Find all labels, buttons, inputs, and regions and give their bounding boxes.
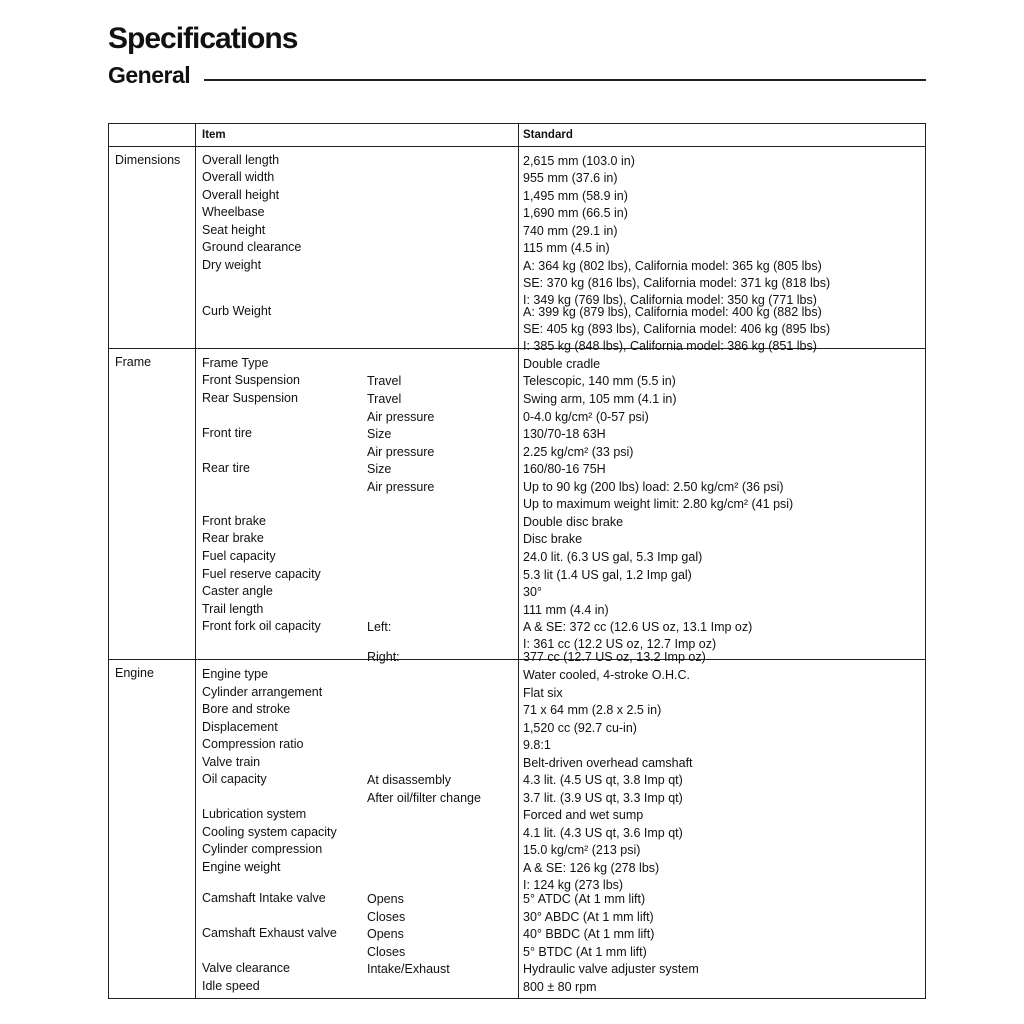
spec-standard-line: 111 mm (4.4 in)	[523, 603, 609, 617]
page-title: Specifications	[108, 22, 298, 55]
spec-item: Front Suspension	[202, 373, 300, 387]
spec-item: Camshaft Exhaust valve	[202, 926, 337, 940]
spec-standard-line: 5° BTDC (At 1 mm lift)	[523, 945, 647, 959]
spec-standard-line: I: 124 kg (273 lbs)	[523, 878, 624, 892]
spec-item: Rear tire	[202, 461, 250, 475]
spec-subitem: Air pressure	[367, 480, 435, 494]
spec-standard-value	[523, 649, 706, 666]
spec-standard-line: I: 361 cc (12.2 US oz, 12.7 Imp oz)	[523, 637, 717, 651]
column-divider	[518, 124, 519, 998]
spec-standard-line: 2.25 kg/cm² (33 psi)	[523, 445, 634, 459]
spec-item: Ground clearance	[202, 240, 302, 254]
spec-standard-value	[523, 584, 542, 601]
spec-standard-value	[523, 223, 617, 240]
spec-item: Cylinder arrangement	[202, 685, 323, 699]
spec-standard-line: 24.0 lit. (6.3 US gal, 5.3 Imp gal)	[523, 550, 703, 564]
spec-item: Rear Suspension	[202, 391, 298, 405]
spec-standard-value	[523, 153, 635, 170]
spec-standard-line: Forced and wet sump	[523, 808, 644, 822]
spec-standard-value	[523, 426, 606, 443]
section-category: Engine	[115, 666, 154, 680]
spec-standard-value	[523, 514, 623, 531]
spec-item: Trail length	[202, 602, 264, 616]
spec-item: Valve train	[202, 755, 261, 769]
spec-standard-value	[523, 549, 702, 566]
spec-standard-line: I: 385 kg (848 lbs), California model: 386 kg (851 lbs)	[523, 339, 817, 353]
spec-standard-line: 160/80-16 75H	[523, 462, 606, 476]
spec-standard-line: Up to maximum weight limit: 2.80 kg/cm² (41 psi)	[523, 497, 794, 511]
spec-standard-value	[523, 567, 692, 584]
spec-standard-value	[523, 961, 699, 978]
spec-standard-value	[523, 720, 637, 737]
spec-standard-value	[523, 258, 830, 309]
spec-standard-line: Up to 90 kg (200 lbs) load: 2.50 kg/cm² (36 psi)	[523, 480, 784, 494]
spec-standard-value	[523, 891, 645, 908]
header-item: Item	[202, 129, 226, 141]
spec-standard-line: A: 399 kg (879 lbs), California model: 400 kg (882 lbs)	[523, 305, 822, 319]
spec-item: Front tire	[202, 426, 253, 440]
spec-item: Front fork oil capacity	[202, 619, 321, 633]
section-category: Dimensions	[115, 153, 181, 167]
spec-standard-line: 377 cc (12.7 US oz, 13.2 Imp oz)	[523, 650, 706, 664]
spec-standard-value	[523, 373, 676, 390]
spec-standard-value	[523, 807, 643, 824]
spec-item: Fuel reserve capacity	[202, 567, 321, 581]
spec-standard-value	[523, 356, 600, 373]
spec-item: Valve clearance	[202, 961, 291, 975]
spec-standard-value	[523, 979, 597, 996]
spec-subitem: Travel	[367, 392, 402, 406]
spec-item: Bore and stroke	[202, 702, 291, 716]
spec-standard-line: A & SE: 372 cc (12.6 US oz, 13.1 Imp oz)	[523, 620, 753, 634]
spec-standard-line: I: 349 kg (769 lbs), California model: 350 kg (771 lbs)	[523, 293, 817, 307]
spec-item: Overall height	[202, 188, 280, 202]
spec-standard-line: 15.0 kg/cm² (213 psi)	[523, 843, 641, 857]
spec-standard-line: Water cooled, 4-stroke O.H.C.	[523, 668, 690, 682]
spec-standard-value	[523, 304, 830, 355]
spec-subitem: Right:	[367, 650, 400, 664]
spec-subitem: Air pressure	[367, 445, 435, 459]
spec-standard-line: 3.7 lit. (3.9 US qt, 3.3 Imp qt)	[523, 791, 683, 805]
spec-standard-value	[523, 685, 563, 702]
spec-item: Compression ratio	[202, 737, 304, 751]
spec-subitem: Opens	[367, 927, 404, 941]
spec-standard-value	[523, 702, 661, 719]
spec-standard-value	[523, 409, 649, 426]
spec-standard-line: 5° ATDC (At 1 mm lift)	[523, 892, 646, 906]
spec-standard-value	[523, 444, 633, 461]
spec-subitem: Intake/Exhaust	[367, 962, 450, 976]
spec-subitem: Left:	[367, 620, 392, 634]
spec-item: Fuel capacity	[202, 549, 276, 563]
spec-subitem: Travel	[367, 374, 402, 388]
spec-standard-line: Hydraulic valve adjuster system	[523, 962, 699, 976]
spec-standard-value	[523, 170, 617, 187]
specifications-table	[108, 123, 926, 999]
section-divider	[109, 659, 925, 660]
spec-standard-line: 1,520 cc (92.7 cu-in)	[523, 721, 637, 735]
spec-standard-value	[523, 772, 683, 789]
heading-rule	[204, 79, 926, 81]
spec-standard-line: 115 mm (4.5 in)	[523, 241, 610, 255]
column-divider	[195, 124, 196, 998]
spec-standard-value	[523, 944, 647, 961]
spec-standard-line: 1,690 mm (66.5 in)	[523, 206, 628, 220]
spec-standard-line: 800 ± 80 rpm	[523, 980, 597, 994]
spec-subitem: Size	[367, 462, 392, 476]
spec-standard-value	[523, 391, 677, 408]
section-category: Frame	[115, 355, 152, 369]
spec-standard-value	[523, 825, 683, 842]
spec-standard-line: 2,615 mm (103.0 in)	[523, 154, 635, 168]
spec-standard-value	[523, 790, 683, 807]
spec-standard-line: Swing arm, 105 mm (4.1 in)	[523, 392, 677, 406]
spec-standard-line: Double disc brake	[523, 515, 624, 529]
spec-standard-line: 5.3 lit (1.4 US gal, 1.2 Imp gal)	[523, 568, 692, 582]
spec-standard-line: 30° ABDC (At 1 mm lift)	[523, 910, 654, 924]
spec-subitem: Closes	[367, 945, 406, 959]
spec-standard-line: 9.8:1	[523, 738, 551, 752]
spec-standard-line: 740 mm (29.1 in)	[523, 224, 618, 238]
spec-standard-line: A: 364 kg (802 lbs), California model: 365 kg (805 lbs)	[523, 259, 822, 273]
spec-standard-value	[523, 479, 793, 513]
spec-item: Camshaft Intake valve	[202, 891, 326, 905]
spec-standard-line: SE: 405 kg (893 lbs), California model: 406 kg (895 lbs)	[523, 322, 831, 336]
spec-standard-line: Disc brake	[523, 532, 583, 546]
spec-item: Dry weight	[202, 258, 262, 272]
spec-subitem: Opens	[367, 892, 404, 906]
spec-standard-value	[523, 531, 582, 548]
spec-subitem: Size	[367, 427, 392, 441]
spec-item: Displacement	[202, 720, 278, 734]
spec-standard-value	[523, 755, 693, 772]
spec-item: Engine type	[202, 667, 269, 681]
spec-subitem: At disassembly	[367, 773, 452, 787]
spec-standard-line: 0-4.0 kg/cm² (0-57 psi)	[523, 410, 649, 424]
spec-standard-value	[523, 619, 752, 653]
spec-item: Caster angle	[202, 584, 273, 598]
spec-standard-value	[523, 188, 628, 205]
spec-standard-value	[523, 926, 654, 943]
spec-standard-value	[523, 205, 628, 222]
spec-item: Wheelbase	[202, 205, 265, 219]
spec-standard-value	[523, 737, 551, 754]
spec-standard-line: 4.1 lit. (4.3 US qt, 3.6 Imp qt)	[523, 826, 683, 840]
spec-standard-line: Flat six	[523, 686, 563, 700]
section-title: General	[108, 62, 191, 88]
spec-subitem: Air pressure	[367, 410, 435, 424]
spec-standard-line: 130/70-18 63H	[523, 427, 606, 441]
spec-standard-line: 71 x 64 mm (2.8 x 2.5 in)	[523, 703, 662, 717]
spec-standard-value	[523, 909, 654, 926]
spec-item: Seat height	[202, 223, 266, 237]
spec-item: Front brake	[202, 514, 266, 528]
spec-standard-value	[523, 461, 606, 478]
spec-standard-line: Telescopic, 140 mm (5.5 in)	[523, 374, 676, 388]
header-standard: Standard	[523, 129, 573, 141]
spec-item: Lubrication system	[202, 807, 307, 821]
spec-standard-line: 955 mm (37.6 in)	[523, 171, 618, 185]
spec-item: Oil capacity	[202, 772, 267, 786]
spec-standard-line: 40° BBDC (At 1 mm lift)	[523, 927, 655, 941]
spec-item: Cylinder compression	[202, 842, 323, 856]
spec-standard-line: Double cradle	[523, 357, 601, 371]
spec-item: Rear brake	[202, 531, 264, 545]
spec-item: Overall length	[202, 153, 280, 167]
spec-item: Overall width	[202, 170, 275, 184]
spec-item: Idle speed	[202, 979, 260, 993]
spec-standard-line: A & SE: 126 kg (278 lbs)	[523, 861, 660, 875]
table-header	[109, 124, 925, 147]
spec-standard-line: 1,495 mm (58.9 in)	[523, 189, 628, 203]
spec-subitem: After oil/filter change	[367, 791, 481, 805]
spec-standard-value	[523, 842, 640, 859]
spec-standard-value	[523, 240, 610, 257]
spec-standard-line: 30°	[523, 585, 542, 599]
spec-item: Engine weight	[202, 860, 281, 874]
section-heading	[108, 62, 926, 92]
spec-standard-value	[523, 602, 609, 619]
spec-item: Curb Weight	[202, 304, 272, 318]
spec-standard-value	[523, 860, 659, 894]
spec-item: Cooling system capacity	[202, 825, 337, 839]
spec-standard-line: Belt-driven overhead camshaft	[523, 756, 693, 770]
spec-item: Frame Type	[202, 356, 269, 370]
spec-subitem: Closes	[367, 910, 406, 924]
spec-standard-value	[523, 667, 690, 684]
spec-standard-line: 4.3 lit. (4.5 US qt, 3.8 Imp qt)	[523, 773, 683, 787]
spec-standard-line: SE: 370 kg (816 lbs), California model: 371 kg (818 lbs)	[523, 276, 831, 290]
